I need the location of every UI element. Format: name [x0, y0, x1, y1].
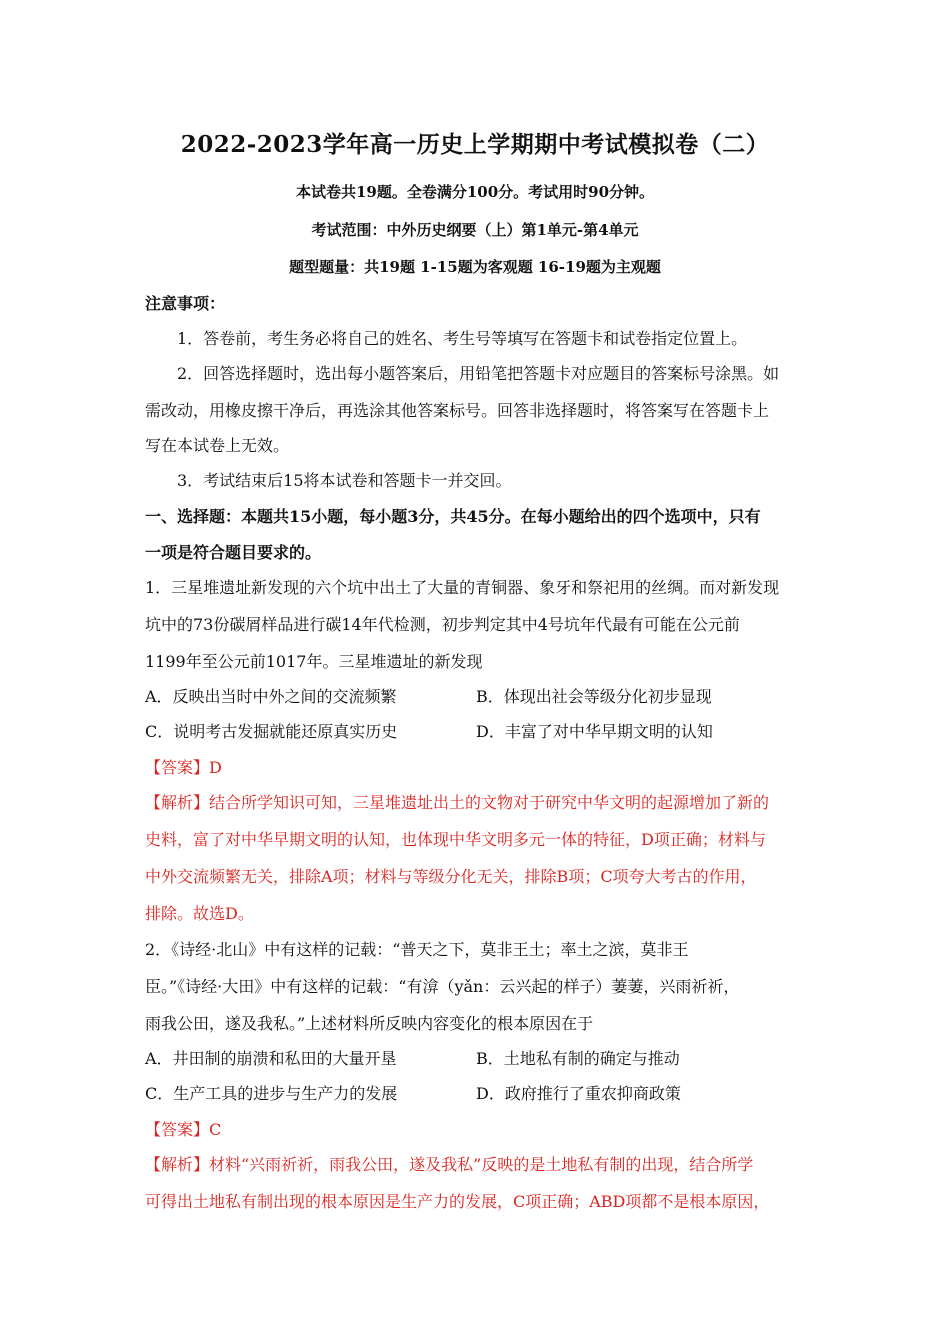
q1-analysis: 中外交流频繁无关，排除A项；材料与等级分化无关，排除B项；C项夸大考古的作用，: [145, 867, 757, 886]
question-2-stem: 雨我公田，遂及我私。”上述材料所反映内容变化的根本原因在于: [145, 1014, 594, 1033]
notes-heading: 注意事项：: [145, 294, 226, 313]
note-item: 写在本试卷上无效。: [145, 436, 290, 455]
question-2-stem: 2．《诗经·北山》中有这样的记载：“普天之下，莫非王土；率土之滨，莫非王: [145, 940, 689, 959]
q1-option-c: C．说明考古发掘就能还原真实历史: [145, 722, 398, 741]
q1-option-d: D．丰富了对中华早期文明的认知: [476, 722, 713, 741]
page-title: 2022-2023学年高一历史上学期期中考试模拟卷（二）: [180, 131, 770, 158]
question-1-stem: 1199年至公元前1017年。三星堆遗址的新发现: [145, 652, 483, 671]
q2-option-b: B．土地私有制的确定与推动: [476, 1049, 680, 1068]
q2-analysis: 【解析】材料“兴雨祈祈，雨我公田，遂及我私”反映的是土地私有制的出现，结合所学: [145, 1155, 754, 1174]
q1-analysis: 排除。故选D。: [145, 904, 254, 923]
q2-option-a: A．井田制的崩溃和私田的大量开垦: [145, 1049, 397, 1068]
q1-analysis: 【解析】结合所学知识可知，三星堆遗址出土的文物对于研究中华文明的起源增加了新的: [145, 793, 770, 812]
note-item: 需改动，用橡皮擦干净后，再选涂其他答案标号。回答非选择题时，将答案写在答题卡上: [145, 401, 770, 420]
question-count-line: 题型题量：共19题 1-15题为客观题 16-19题为主观题: [289, 258, 661, 276]
q1-option-a: A．反映出当时中外之间的交流频繁: [145, 687, 397, 706]
section-heading: 一、选择题：本题共15小题，每小题3分，共45分。在每小题给出的四个选项中，只有: [145, 507, 761, 526]
q1-option-b: B．体现出社会等级分化初步显现: [476, 687, 712, 706]
q1-analysis: 史料，富了对中华早期文明的认知，也体现中华文明多元一体的特征，D项正确；材料与: [145, 830, 766, 849]
exam-scope-line: 考试范围：中外历史纲要（上）第1单元-第4单元: [311, 221, 639, 239]
q2-analysis: 可得出土地私有制出现的根本原因是生产力的发展，C项正确；ABD项都不是根本原因，: [145, 1192, 770, 1211]
note-item: 2．回答选择题时，选出每小题答案后，用铅笔把答题卡对应题目的答案标号涂黑。如: [177, 364, 780, 383]
section-heading: 一项是符合题目要求的。: [145, 543, 322, 562]
question-1-stem: 1．三星堆遗址新发现的六个坑中出土了大量的青铜器、象牙和祭祀用的丝绸。而对新发现: [145, 578, 780, 597]
note-item: 3．考试结束后15将本试卷和答题卡一并交回。: [177, 471, 512, 490]
q2-option-c: C．生产工具的进步与生产力的发展: [145, 1084, 398, 1103]
question-2-stem: 臣。”《诗经·大田》中有这样的记载：“有渰（yǎn：云兴起的样子）萋萋，兴雨祈祈，: [145, 977, 740, 996]
q2-option-d: D．政府推行了重农抑商政策: [476, 1084, 681, 1103]
question-1-stem: 坑中的73份碳屑样品进行碳14年代检测，初步判定其中4号坑年代最有可能在公元前: [145, 615, 740, 634]
note-item: 1．答卷前，考生务必将自己的姓名、考生号等填写在答题卡和试卷指定位置上。: [177, 329, 748, 348]
q2-answer: 【答案】C: [145, 1120, 222, 1139]
q1-answer: 【答案】D: [145, 758, 222, 777]
exam-info-line: 本试卷共19题。全卷满分100分。考试用时90分钟。: [295, 183, 655, 201]
